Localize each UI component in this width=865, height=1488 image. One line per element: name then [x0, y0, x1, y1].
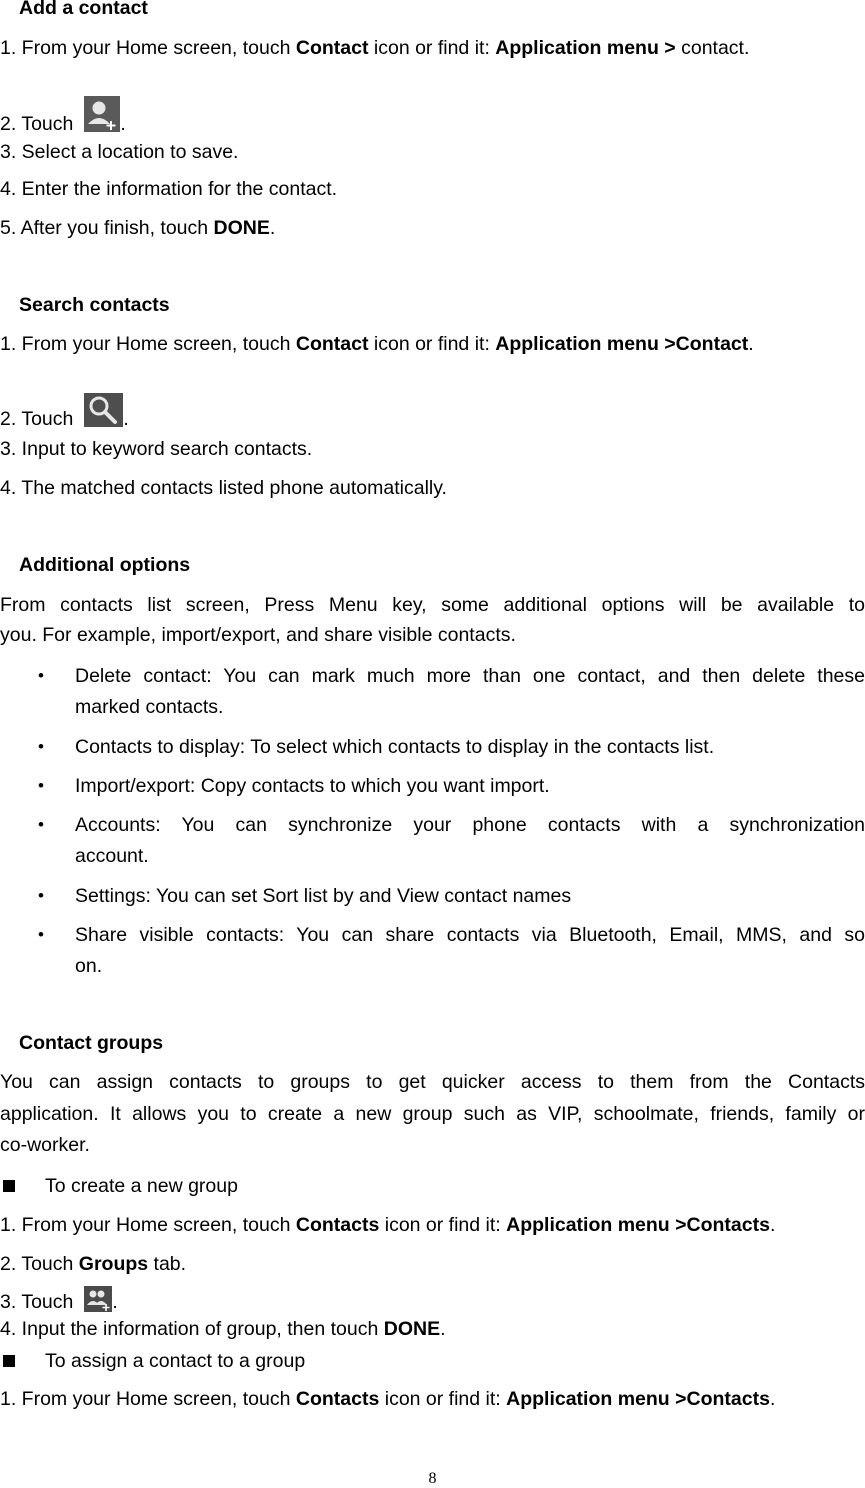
option-delete-contact-line-1: Delete contact: You can mark much more than one contact, and then delete these [75, 665, 865, 687]
create-group-step-3: 3. Touch . [0, 1286, 118, 1318]
square-bullet-icon [3, 1180, 15, 1192]
add-contact-step-1: 1. From your Home screen, touch Contact icon or find it: Application menu > contact. [0, 37, 750, 59]
bullet-2: • [38, 737, 44, 756]
option-delete-contact-line-2: marked contacts. [75, 696, 224, 718]
add-contact-step-5: 5. After you finish, touch DONE. [0, 217, 276, 239]
option-share-visible-line-1: Share visible contacts: You can share contacts via Bluetooth, Email, MMS, and so [75, 924, 865, 946]
option-share-visible-line-2: on. [75, 955, 103, 977]
assign-contact-title: To assign a contact to a group [45, 1350, 306, 1372]
search-contacts-step-3: 3. Input to keyword search contacts. [0, 438, 313, 460]
page-number: 8 [428, 1470, 437, 1487]
option-settings: Settings: You can set Sort list by and View contact names [75, 885, 572, 907]
bullet-1: • [38, 666, 44, 685]
option-accounts-line-1: Accounts: You can synchronize your phone contacts with a synchronization [75, 814, 865, 836]
create-group-step-2: 2. Touch Groups tab. [0, 1253, 187, 1275]
add-contact-step-4: 4. Enter the information for the contact. [0, 178, 338, 200]
create-group-step-4: 4. Input the information of group, then touch DONE. [0, 1318, 446, 1340]
contact-groups-heading: Contact groups [19, 1032, 164, 1054]
option-contacts-to-display: Contacts to display: To select which contacts to display in the contacts list. [75, 736, 715, 758]
additional-options-intro-line-1: From contacts list screen, Press Menu key, some additional options will be available to [0, 594, 865, 616]
bullet-6: • [38, 925, 44, 944]
assign-contact-step-1: 1. From your Home screen, touch Contacts icon or find it: Application menu >Contacts. [0, 1388, 776, 1410]
bullet-4: • [38, 815, 44, 834]
search-icon [84, 393, 123, 433]
bullet-3: • [38, 776, 44, 795]
search-contacts-step-4: 4. The matched contacts listed phone automatically. [0, 477, 447, 499]
add-contact-step-3: 3. Select a location to save. [0, 141, 239, 163]
add-contact-heading: Add a contact [19, 0, 148, 19]
additional-options-intro-line-2: you. For example, import/export, and share visible contacts. [0, 624, 516, 646]
search-contacts-step-2: 2. Touch . [0, 393, 129, 433]
contact-groups-intro-line-2: application. It allows you to create a new group such as VIP, schoolmate, friends, family or [0, 1103, 865, 1125]
option-import-export: Import/export: Copy contacts to which you want import. [75, 775, 550, 797]
search-contacts-step-1: 1. From your Home screen, touch Contact icon or find it: Application menu >Contact. [0, 333, 754, 355]
create-group-title: To create a new group [45, 1175, 238, 1197]
search-contacts-heading: Search contacts [19, 294, 170, 316]
add-group-icon [84, 1286, 112, 1318]
create-group-step-1: 1. From your Home screen, touch Contacts icon or find it: Application menu >Contacts. [0, 1214, 776, 1236]
add-person-icon [84, 96, 120, 138]
bullet-5: • [38, 886, 44, 905]
contact-groups-intro-line-3: co-worker. [0, 1134, 90, 1156]
add-contact-step-2: 2. Touch . [0, 96, 126, 138]
additional-options-heading: Additional options [19, 554, 191, 576]
contact-groups-intro-line-1: You can assign contacts to groups to get quicker access to them from the Contacts [0, 1071, 865, 1093]
option-accounts-line-2: account. [75, 845, 149, 867]
square-bullet-icon [3, 1355, 15, 1367]
